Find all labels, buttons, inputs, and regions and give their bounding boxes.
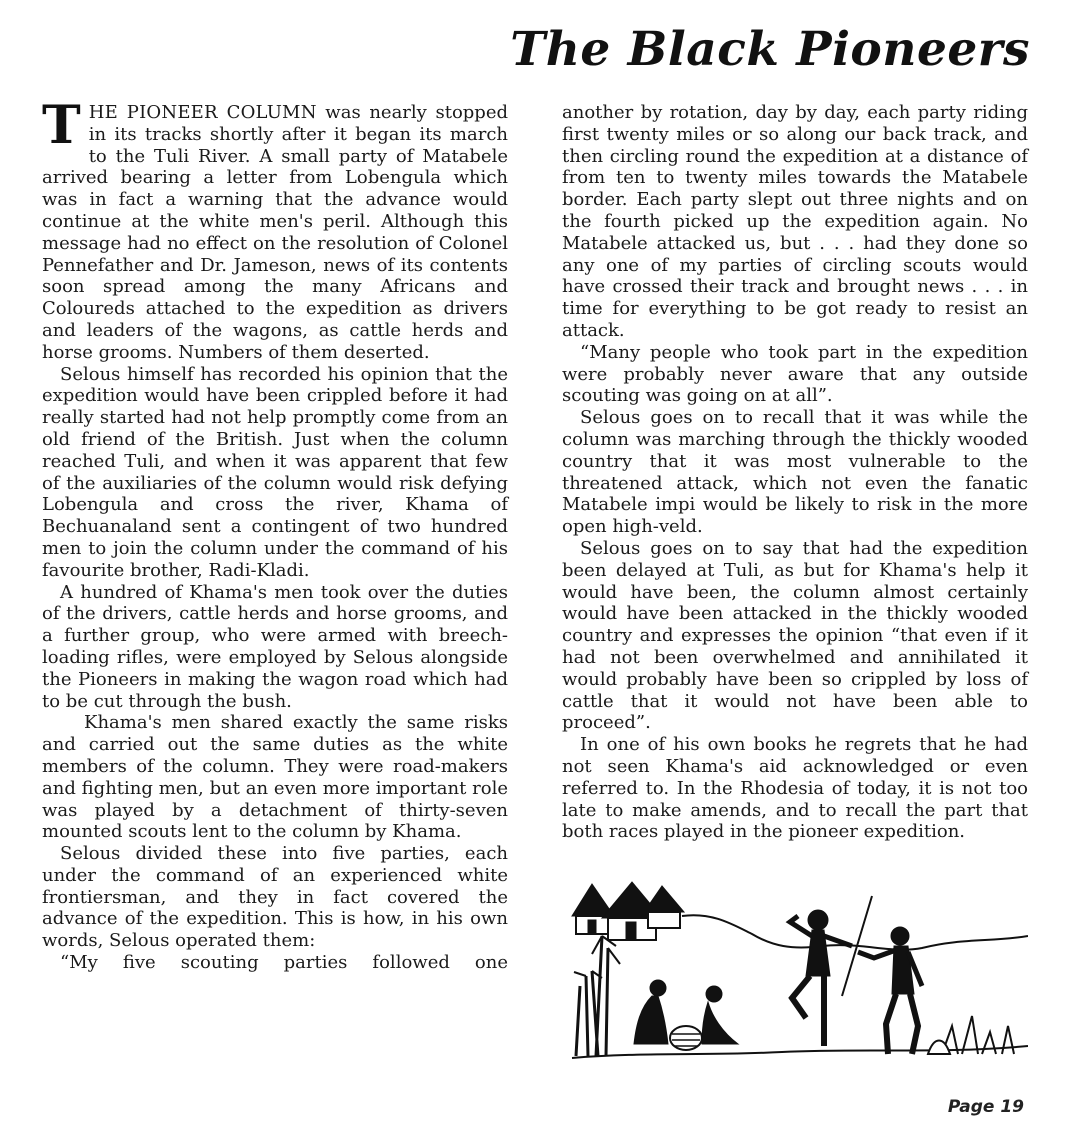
paragraph-3: A hundred of Khama's men took over the duties of the drivers, cattle herds and horse grooms, and a further group, who were armed with breech-loading rifles, were employed by Selous alongside the Pioneers in making the wagon road which had to be cut through the bush. [42,581,508,712]
paragraph-2: Selous himself has recorded his opinion that the expedition would have been crippled before it had really started had not help promptly come from an old friend of the British. Just when the column reached Tuli, and when it was apparent that few of the auxiliaries of the column would risk defying Lobengula and cross the river, Khama of Bechuanaland sent a contingent of two hundred men to join the column under the command of his favourite brother, Radi-Kladi. [42,363,508,581]
drop-cap: T [42,95,81,156]
paragraph-7: another by rotation, day by day, each party riding first twenty miles or so along our back track, and then circling round the expedition at a distance of from ten to twenty miles towards the Matabele border. Each party slept out three nights and on the fourth picked up the expedition again. No Matabele attacked us, but . . . had they done so any one of my parties of circling scouts would have crossed their track and brought news . . . in time for everything to be got ready to resist an attack. [562,102,1028,341]
paragraph-10: Selous goes on to say that had the expedition been delayed at Tuli, as but for Khama's help it would have been, the column almost certainly would have been attacked in the thickly wooded country and expresses the opinion “that even if it had not been overwhelmed and annihilated it would probably have been so crippled by loss of cattle that it would not have been able to proceed”. [562,537,1028,734]
dancer-with-spear [790,896,872,1046]
right-column [562,102,1028,843]
paragraph-9: Selous goes on to recall that it was while the column was marching through the thickly wooded country that it was most vulnerable to the threatened attack, which not even the fanatic Matabele impi would be likely to risk in the more open high-veld. [562,407,1028,538]
village-scene-illustration [562,876,1028,1066]
paragraph-5: Selous divided these into five parties, each under the command of an experienced white frontiersman, and they in fact covered the advance of the expedition. This is how, in his own words, Selous operated them: [42,843,508,952]
paragraph-4: Khama's men shared exactly the same risks and carried out the same duties as the white members of the column. They were road-makers and fighting men, but an even more important role was played by a detachment of thirty-seven mounted scouts lent to the column by Khama. [42,712,508,843]
article-title: The Black Pioneers [510,22,1030,77]
hut-right [644,886,684,928]
paragraph-6: “My five scouting parties followed one [60,952,508,974]
page-number: Page 19 [947,1097,1024,1117]
paragraph-8: “Many people who took part in the expedition were probably never aware that any outside scouting was going on at all”. [562,341,1028,407]
paragraph-1 [42,95,509,364]
paragraph-1-text: was nearly stopped in its tracks shortly after it began its march to the Tuli River. A small party of Matabele arrived bearing a letter from Lobengula which was in fact a warning that the advance would continue at the white men's peril. Although this message had no effect on the resolution of Colonel Pennefather and Dr. Jameson, news of its contents soon spread among the many Africans and Coloureds attached to the expedition as drivers and leaders of the wagons, as cattle herds and horse grooms. Numbers of them deserted. [42,102,509,363]
kneeling-figures [634,980,738,1050]
lead-caps: HE PIONEER COLUMN [88,102,317,123]
paragraph-11: In one of his own books he regrets that he had not seen Khama's aid acknowledged or even referred to. In the Rhodesia of today, it is not too late to make amends, and to recall the part that both races played in the pioneer expedition. [562,734,1028,843]
left-column [42,95,509,974]
